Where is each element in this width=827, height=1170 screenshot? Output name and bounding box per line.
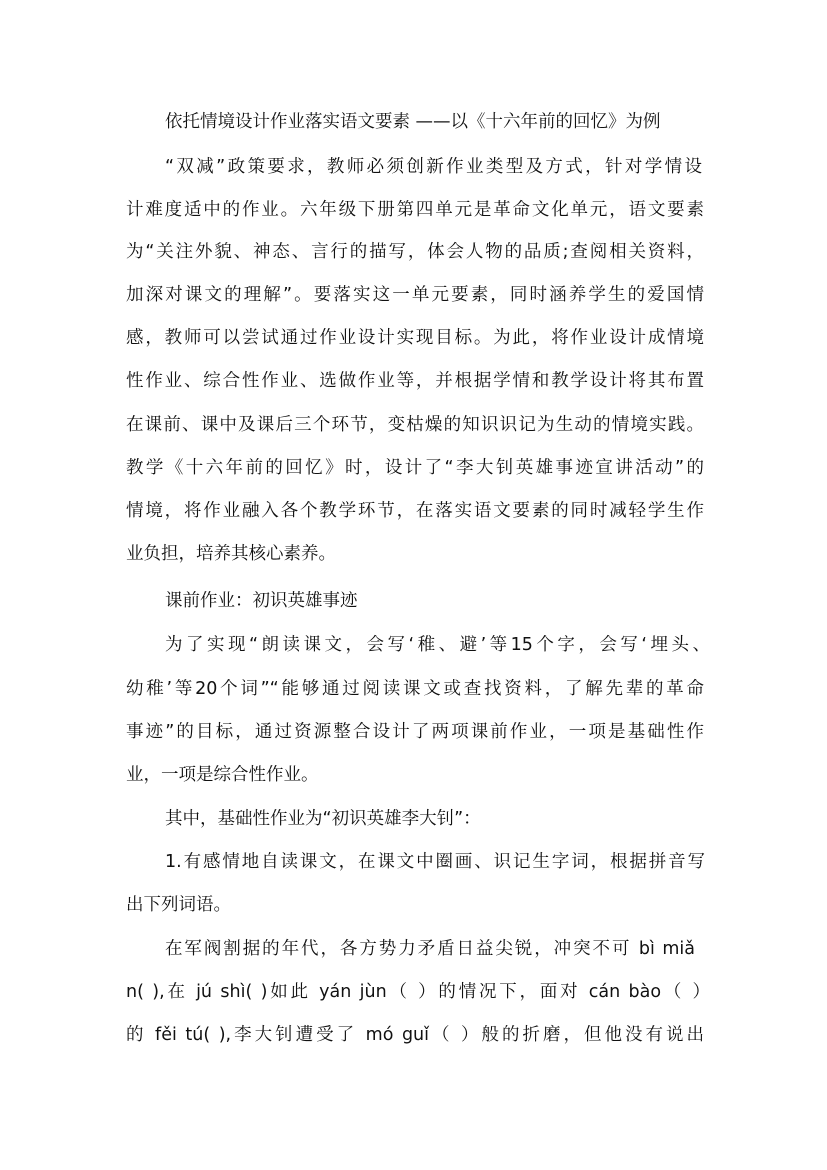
paragraph-line: 计难度适中的作业。六年级下册第四单元是革命文化单元，语文要素 (126, 200, 704, 220)
paragraph-line: 性作业、综合性作业、选做作业等，并根据学情和教学设计将其布置 (126, 371, 704, 391)
document-title: 依托情境设计作业落实语文要素 ——以《十六年前的回忆》为例 (165, 112, 661, 132)
paragraph-line: 其中，基础性作业为“初识英雄李大钊”： (165, 809, 481, 829)
section-heading: 课前作业：初识英雄事迹 (165, 591, 358, 611)
paragraph-line: 教学《十六年前的回忆》时，设计了“李大钊英雄事迹宣讲活动”的 (126, 458, 704, 478)
paragraph-line: 出下列词语。 (126, 895, 231, 915)
exercise-line: 的 fěi tú( ),李大钊遭受了 mó guǐ（ ）般的折磨，但他没有说出 (126, 1025, 704, 1045)
exercise-line: 在军阀割据的年代，各方势力矛盾日益尖锐，冲突不可 bì miǎ (165, 939, 695, 959)
paragraph-line: 1.有感情地自读课文，在课文中圈画、识记生字词，根据拼音写 (165, 852, 705, 872)
paragraph-line: 加深对课文的理解”。要落实这一单元要素，同时涵养学生的爱国情 (126, 285, 704, 305)
paragraph-line: 事迹”的目标，通过资源整合设计了两项课前作业，一项是基础性作 (126, 722, 704, 742)
paragraph-line: “双减”政策要求，教师必须创新作业类型及方式，针对学情设 (165, 157, 702, 177)
paragraph-line: 在课前、课中及课后三个环节，变枯燥的知识识记为生动的情境实践。 (126, 415, 704, 435)
paragraph-line: 幼稚’等20个词”“能够通过阅读课文或查找资料，了解先辈的革命 (126, 679, 704, 699)
paragraph-line: 业，一项是综合性作业。 (126, 765, 319, 785)
paragraph-line: 为了实现“朗读课文，会写‘稚、避’等15个字，会写‘埋头、 (165, 635, 710, 655)
paragraph-line: 情境，将作业融入各个教学环节，在落实语文要素的同时减轻学生作 (126, 501, 704, 521)
paragraph-line: 为“关注外貌、神态、言行的描写，体会人物的品质;查阅相关资料， (126, 242, 704, 262)
paragraph-line: 业负担，培养其核心素养。 (126, 544, 336, 564)
exercise-line: n( ),在 jú shì( )如此 yán jùn（ ）的情况下，面对 cán bào（ ） (126, 982, 710, 1002)
paragraph-line: 感，教师可以尝试通过作业设计实现目标。为此，将作业设计成情境 (126, 328, 704, 348)
